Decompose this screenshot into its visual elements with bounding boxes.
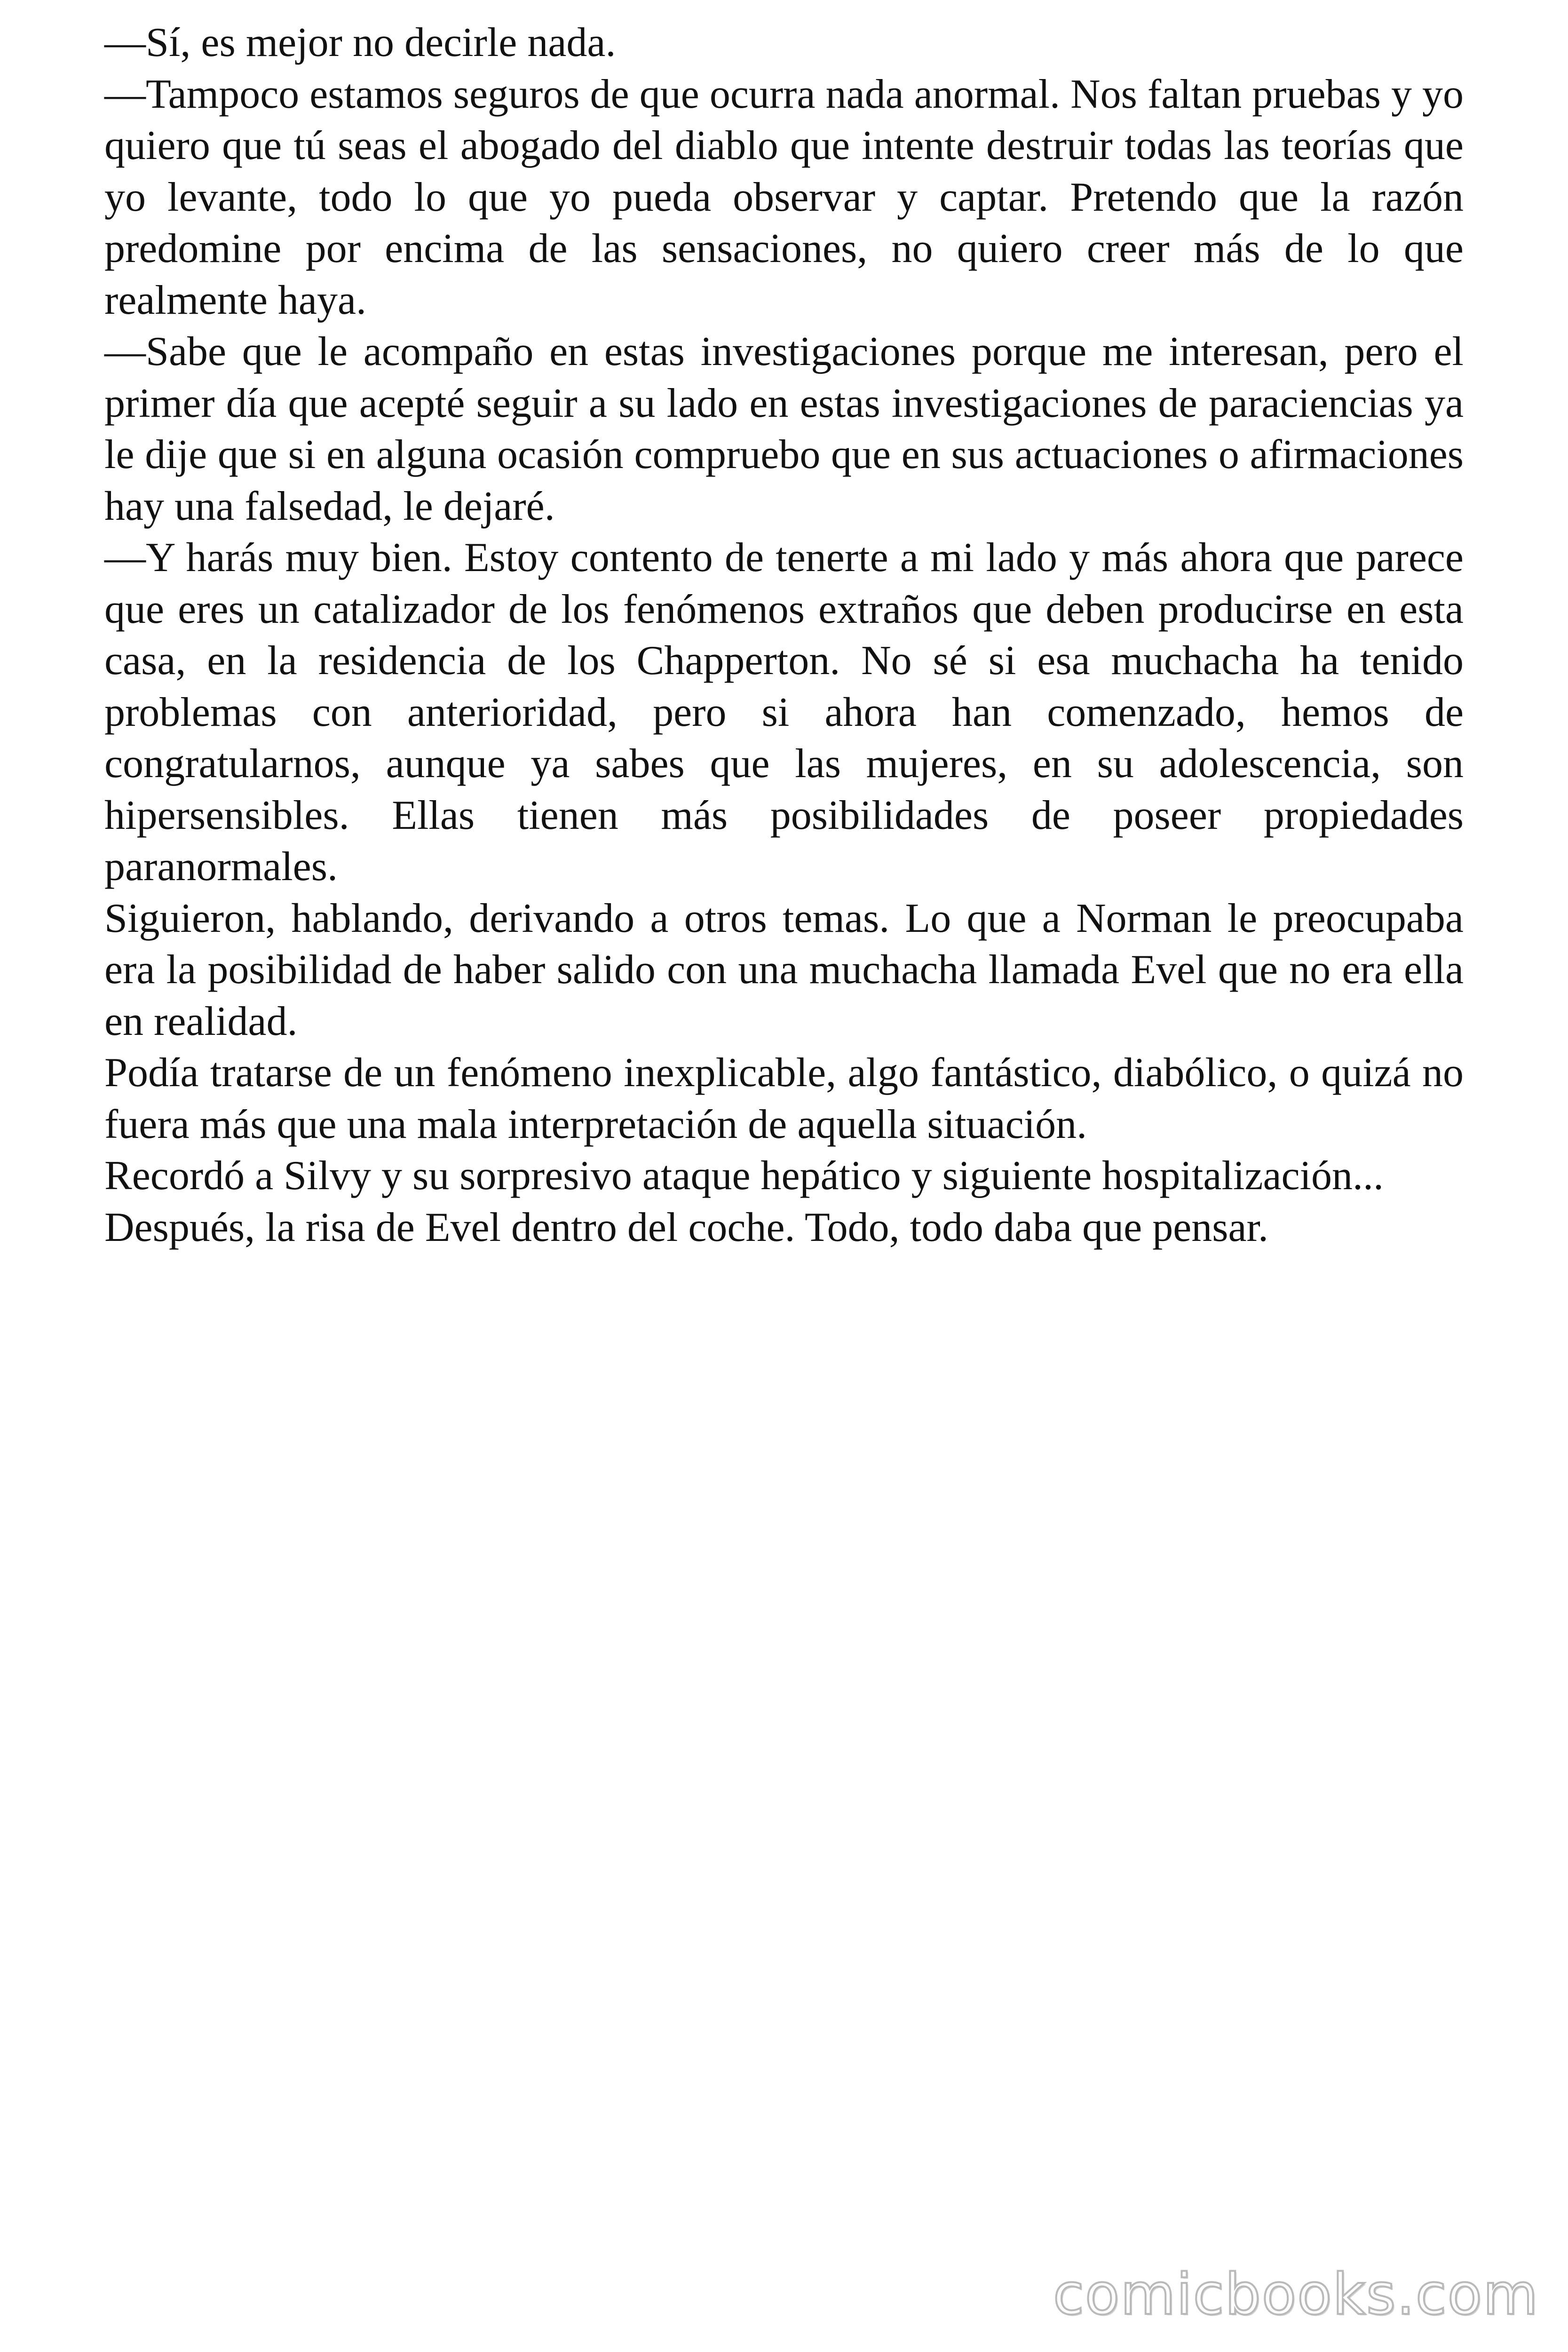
paragraph-4: —Y harás muy bien. Estoy contento de tenerte a mi lado y más ahora que parece que eres un catalizador de los fenómenos extraños que deben producirse en esta casa, en la residencia de los Chapperton. No sé si esa muchacha ha tenido problemas con anterioridad, pero si ahora han comenzado, hemos de congratularnos, aunque ya sabes que las mujeres, en su adolescencia, son hipersensibles. Ellas tienen más posibilidades de poseer propiedades paranormales. — [104, 535, 1464, 890]
paragraph-7: Recordó a Silvy y su sorpresivo ataque hepático y siguiente hospitalización... — [104, 1153, 1384, 1199]
body-text — [104, 17, 1464, 1253]
paragraph-5: Siguieron, hablando, derivando a otros temas. Lo que a Norman le preocupaba era la posibilidad de haber salido con una muchacha llamada Evel que no era ella en realidad. — [104, 895, 1464, 1044]
paragraph-2: —Tampoco estamos seguros de que ocurra nada anormal. Nos faltan pruebas y yo quiero que tú seas el abogado del diablo que intente destruir todas las teorías que yo levante, todo lo que yo pueda observar y captar. Pretendo que la razón predomine por encima de las sensaciones, no quiero creer más de lo que realmente haya. — [104, 71, 1464, 323]
watermark: comicbooks.com — [1053, 2262, 1539, 2328]
paragraph-8: Después, la risa de Evel dentro del coche. Todo, todo daba que pensar. — [104, 1204, 1268, 1250]
paragraph-6: Podía tratarse de un fenómeno inexplicable, algo fantástico, diabólico, o quizá no fuera más que una mala interpretación de aquella situación. — [104, 1050, 1464, 1147]
paragraph-1: —Sí, es mejor no decirle nada. — [104, 20, 616, 65]
paragraph-3: —Sabe que le acompaño en estas investigaciones porque me interesan, pero el primer día que acepté seguir a su lado en estas investigaciones de paraciencias ya le dije que si en alguna ocasión compruebo que en sus actuaciones o afirmaciones hay una falsedad, le dejaré. — [104, 329, 1464, 529]
